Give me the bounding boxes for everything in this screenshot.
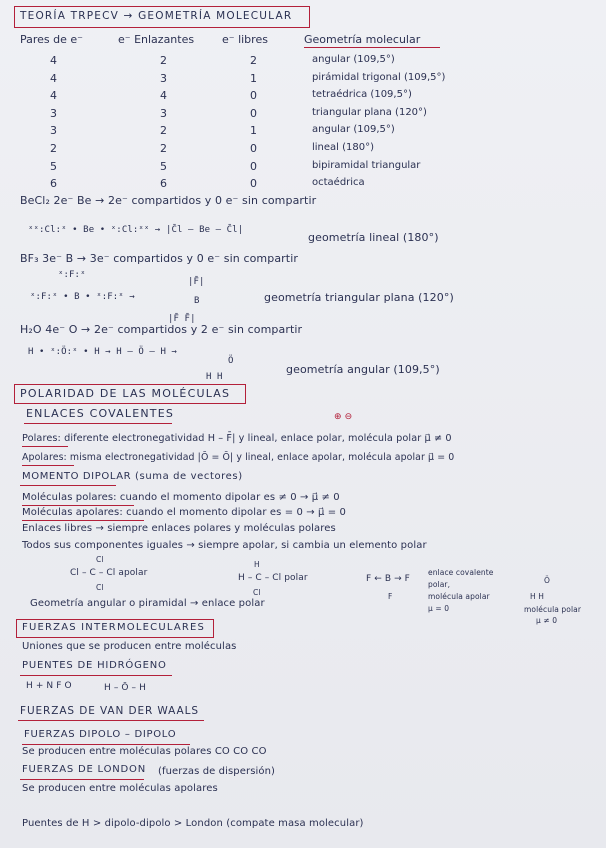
charge-signs: ⊕ ⊖	[334, 412, 353, 422]
apolares-underline	[22, 465, 74, 466]
table-cell: 0	[250, 89, 257, 103]
table-cell: 4	[50, 89, 57, 103]
bf3-line: BF₃ 3e⁻ B → 3e⁻ compartidos y 0 e⁻ sin compartir	[20, 252, 298, 265]
geometria-polar-line: Geometría angular o piramidal → enlace polar	[30, 598, 265, 609]
table-cell: 1	[250, 124, 257, 138]
covalent-heading: ENLACES COVALENTES	[26, 407, 175, 420]
table-header-geometria: Geometría molecular	[304, 33, 421, 46]
puentes-example-1: H + N F O	[26, 681, 72, 691]
h2o-polar-note-2: μ ≠ 0	[536, 616, 558, 625]
h2o-polar-note-1: molécula polar	[524, 605, 582, 614]
puentes-underline	[20, 675, 172, 676]
moleculas-polares-underline	[22, 505, 134, 506]
table-cell: 2	[160, 124, 167, 138]
table-cell-geometria: octaédrica	[312, 177, 365, 189]
becl2-line: BeCl₂ 2e⁻ Be → 2e⁻ compartidos y 0 e⁻ sin compartir	[20, 194, 317, 207]
ccl4-bot: Cl	[96, 583, 104, 592]
table-cell: 4	[160, 89, 167, 103]
table-cell: 5	[160, 159, 167, 173]
table-cell-geometria: triangular plana (120°)	[312, 106, 427, 118]
moleculas-polares-line: Moléculas polares: cuando el momento dipolar es ≠ 0 → μ⃗ ≠ 0	[22, 492, 340, 503]
table-cell: 4	[50, 54, 57, 67]
table-header-enlazantes: e⁻ Enlazantes	[118, 33, 195, 46]
h2o-bent-h: H H	[206, 372, 223, 382]
dipolo-text: Se producen entre moléculas polares CO CO CO	[22, 746, 267, 757]
comparacion-line: Puentes de H > dipolo-dipolo > London (compate masa molecular)	[22, 818, 364, 829]
dipolo-heading: FUERZAS DIPOLO – DIPOLO	[24, 729, 177, 740]
chcl3-mid: H – C – Cl polar	[238, 573, 308, 583]
todos-line: Todos sus componentes iguales → siempre apolar, si cambia un elemento polar	[22, 540, 427, 551]
h2o-bent-o: Ö	[228, 356, 234, 366]
ccl4-mid: Cl – C – Cl apolar	[70, 568, 148, 578]
table-cell: 2	[160, 54, 167, 67]
momento-heading: MOMENTO DIPOLAR (suma de vectores)	[22, 471, 243, 482]
chcl3-bot: Cl	[253, 588, 261, 597]
h2o-line: H₂O 4e⁻ O → 2e⁻ compartidos y 2 e⁻ sin compartir	[20, 323, 303, 336]
table-cell: 0	[250, 106, 257, 120]
polares-underline	[22, 446, 68, 447]
chcl3-top: H	[254, 560, 260, 569]
table-cell: 2	[160, 142, 167, 155]
london-text: Se producen entre moléculas apolares	[22, 783, 218, 794]
bf3-note-1: enlace covalente	[428, 568, 494, 577]
bf3-note-3: molécula apolar	[428, 592, 490, 601]
table-cell: 2	[250, 54, 257, 67]
table-cell: 3	[160, 106, 167, 120]
moleculas-apolares-underline	[22, 520, 144, 521]
bf3-struct-b: B	[194, 296, 200, 306]
table-header-libres: e⁻ libres	[222, 33, 268, 46]
bf3-polar-mid: F ← B → F	[366, 574, 410, 584]
h2o-polar-hs: H H	[530, 592, 544, 601]
table-cell: 3	[160, 71, 167, 85]
bf3-struct-bottom: |F̄ F̄|	[168, 314, 196, 324]
table-cell: 4	[50, 71, 57, 85]
bf3-note-2: polar,	[428, 580, 451, 589]
table-header-pares: Pares de e⁻	[20, 33, 83, 46]
h2o-polar-o: Ö	[544, 576, 551, 585]
dipolo-underline	[22, 744, 190, 745]
table-cell-geometria: angular (109,5°)	[312, 124, 395, 136]
vdw-heading: FUERZAS DE VAN DER WAALS	[20, 705, 199, 717]
table-cell-geometria: bipiramidal triangular	[312, 159, 421, 171]
table-cell: 0	[250, 159, 257, 173]
puentes-example-2: H – Ō – H	[104, 683, 146, 693]
fuerzas-heading: FUERZAS INTERMOLECULARES	[22, 622, 206, 633]
table-cell-geometria: lineal (180°)	[312, 142, 375, 153]
apolares-line: Apolares: misma electronegatividad |Ō = Ō| y lineal, enlace apolar, molécula apolar μ⃗ = 0	[22, 452, 455, 463]
becl2-lewis: ˣˣ:Cl:ˣ • Be • ˣ:Cl:ˣˣ → |C̄l – Be – C̄l|	[28, 225, 244, 235]
polaridad-heading: POLARIDAD DE LAS MOLÉCULAS	[20, 387, 231, 400]
bf3-struct-top: |F̄|	[188, 277, 205, 287]
table-cell: 3	[50, 106, 57, 120]
bf3-lewis-mid: ˣ:F:ˣ • B • ˣ:F:ˣ →	[30, 292, 135, 302]
h2o-lewis: H • ˣ:Ö:ˣ • H → H – Ö – H →	[28, 347, 177, 357]
table-cell: 5	[50, 159, 57, 173]
table-cell-geometria: tetraédrica (109,5°)	[312, 89, 412, 101]
table-cell-geometria: pirámidal trigonal (109,5°)	[312, 71, 446, 83]
table-cell-geometria: angular (109,5°)	[312, 54, 395, 65]
table-cell: 3	[50, 124, 57, 138]
ccl4-top: Cl	[96, 555, 104, 564]
table-cell: 2	[50, 142, 57, 155]
vdw-underline	[18, 720, 204, 721]
h2o-geometry: geometría angular (109,5°)	[286, 363, 440, 376]
enlaces-libres-line: Enlaces libres → siempre enlaces polares y moléculas polares	[22, 523, 336, 534]
table-cell: 6	[160, 177, 167, 191]
london-subtitle: (fuerzas de dispersión)	[158, 766, 276, 777]
bf3-lewis-top: ˣ:F:ˣ	[58, 270, 86, 280]
bf3-polar-bot: F	[388, 592, 393, 601]
becl2-geometry: geometría lineal (180°)	[308, 231, 439, 244]
table-cell: 1	[250, 71, 257, 85]
london-underline	[20, 779, 144, 780]
momento-underline	[20, 485, 116, 486]
covalent-underline	[24, 423, 172, 424]
table-cell: 0	[250, 142, 257, 155]
page-title: TEORÍA TRPECV → GEOMETRÍA MOLECULAR	[20, 10, 293, 22]
table-header-geometria-underline	[304, 47, 440, 48]
polares-line: Polares: diferente electronegatividad H – F̄| y lineal, enlace polar, molécula polar μ⃗ ≠ 0	[22, 433, 452, 444]
moleculas-apolares-line: Moléculas apolares: cuando el momento dipolar es = 0 → μ⃗ = 0	[22, 507, 346, 518]
puentes-heading: PUENTES DE HIDRÓGENO	[22, 660, 167, 671]
uniones-line: Uniones que se producen entre moléculas	[22, 641, 237, 652]
london-heading: FUERZAS DE LONDON	[22, 764, 146, 775]
bf3-note-4: μ = 0	[428, 604, 450, 613]
bf3-geometry: geometría triangular plana (120°)	[264, 291, 454, 304]
table-cell: 0	[250, 177, 257, 191]
table-cell: 6	[50, 177, 57, 191]
